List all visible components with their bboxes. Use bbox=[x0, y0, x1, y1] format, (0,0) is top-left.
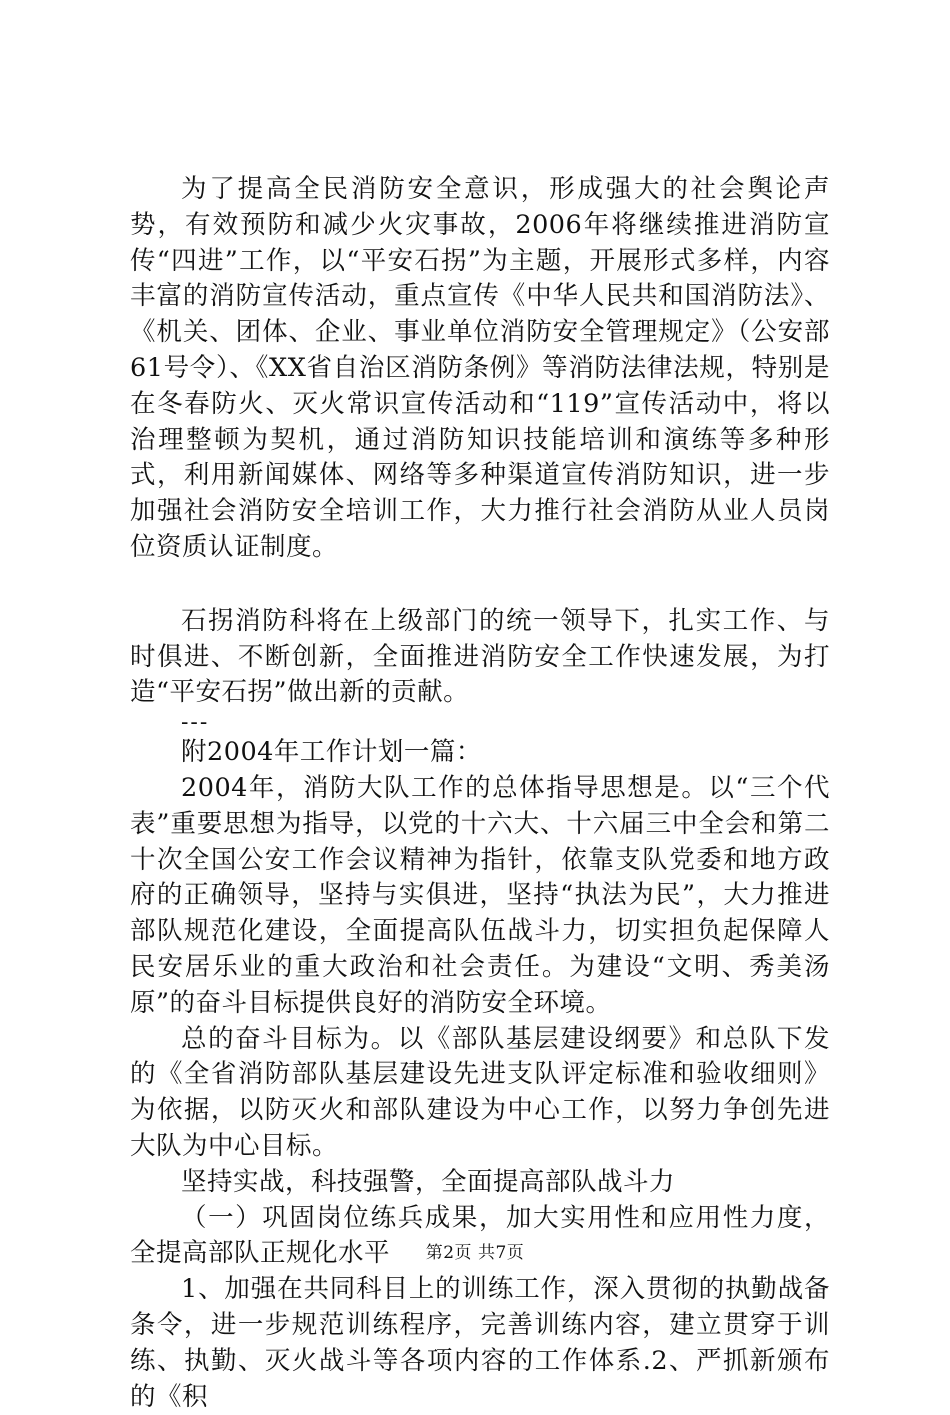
appendix-heading: 附2004年工作计划一篇： bbox=[181, 737, 482, 768]
paragraph-publicity: 为了提高全民消防安全意识，形成强大的社会舆论声势，有效预防和减少火灾事故，2006年将继续推进消防宣传“四进”工作，以“平安石拐”为主题，开展形式多样，内容丰富的消防宣传活动，重点宣传《中华人民共和国消防法》、《机关、团体、企业、事业单位消防安全管理规定》（公安部61号令）、《XX省自治区消防条例》等消防法律法规，特别是在冬春防火、灭火常识宣传活动和“119”宣传活动中，将以治理整顿为契机，通过消防知识技能培训和演练等多种形式，利用新闻媒体、网络等多种渠道宣传消防知识，进一步加强社会消防安全培训工作，大力推行社会消防从业人员岗位资质认证制度。 bbox=[130, 174, 830, 562]
document-body bbox=[130, 172, 830, 1415]
section-heading: 坚持实战，科技强警，全面提高部队战斗力 bbox=[181, 1166, 676, 1197]
paragraph-guiding-thought: 2004年，消防大队工作的总体指导思想是。以“三个代表”重要思想为指导，以党的十六大、十六届三中全会和第二十次全国公安工作会议精神为指针，依靠支队党委和地方政府的正确领导，坚持与实俱进，坚持“执法为民”，大力推进部队规范化建设，全面提高队伍战斗力，切实担负起保障人民安居乐业的重大政治和社会责任。为建设“文明、秀美汤原”的奋斗目标提供良好的消防安全环境。 bbox=[130, 772, 830, 1018]
paragraph-closing: 石拐消防科将在上级部门的统一领导下，扎实工作、与时俱进、不断创新，全面推进消防安全工作快速发展，为打造“平安石拐”做出新的贡献。 bbox=[130, 605, 830, 708]
subsection-heading: （一）巩固岗位练兵成果，加大实用性和应用性力度，全提高部队正规化水平 bbox=[130, 1202, 830, 1269]
separator: --- bbox=[181, 710, 210, 736]
paragraph-training: 1、加强在共同科目上的训练工作，深入贯彻的执勤战备条令，进一步规范训练程序，完善训练内容，建立贯穿于训练、执勤、灭火战斗等各项内容的工作体系.2、严抓新颁布的《积 bbox=[130, 1274, 830, 1412]
paragraph-overall-goal: 总的奋斗目标为。以《部队基层建设纲要》和总队下发的《全省消防部队基层建设先进支队评定标准和验收细则》为依据，以防灭火和部队建设为中心工作，以努力争创先进大队为中心目标。 bbox=[130, 1023, 830, 1161]
page-number: 第2页 共7页 bbox=[425, 1243, 525, 1263]
